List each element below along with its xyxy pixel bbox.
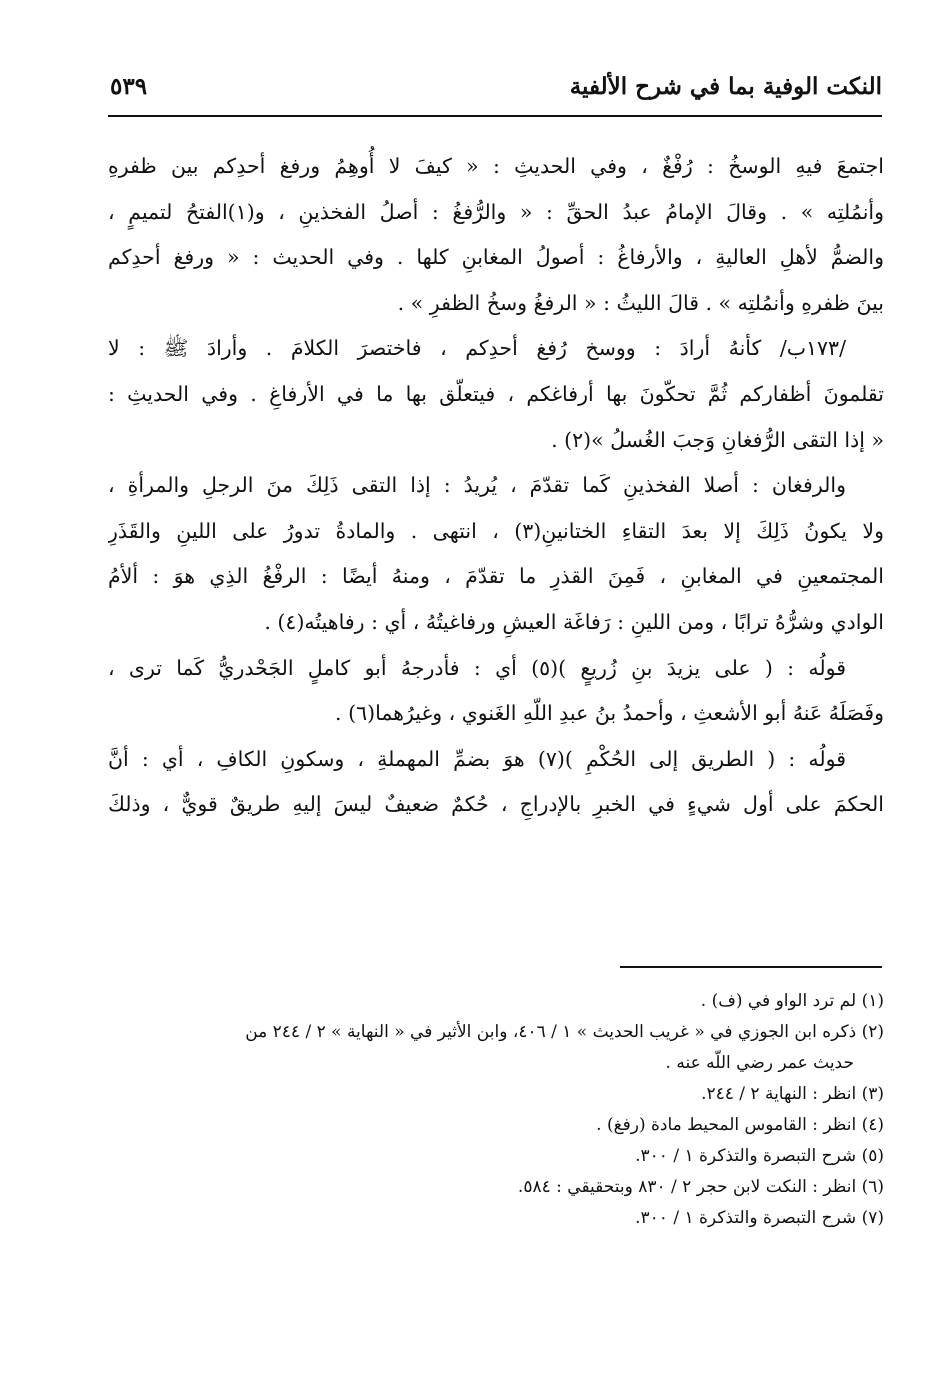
footnote-continuation: حديث عمر رضي اللّه عنه . xyxy=(665,1053,854,1073)
page-header xyxy=(110,66,882,106)
text-line: والضمُّ لأهلِ العاليةِ ، والأرفاغُ : أصولُ المغابنِ كلها . وفي الحديث : « ورفغ أحدِكم xyxy=(108,245,884,270)
footnote-rule xyxy=(620,966,882,968)
text-line: الحكمَ على أول شيءٍ في الخبرِ بالإدراجِ ، حُكمٌ ضعيفٌ ليسَ إليهِ طريقٌ قويٌّ ، وذلكَ xyxy=(108,792,884,817)
footnote: (٤) انظر : القاموس المحيط مادة (رفغ) . xyxy=(596,1115,884,1135)
footnote: (٦) انظر : النكت لابن حجر ٢ / ٨٣٠ وبتحقيقي : ٥٨٤. xyxy=(517,1177,884,1197)
running-title: النكت الوفية بما في شرح الألفية xyxy=(569,72,882,100)
footnote: (٢) ذكره ابن الجوزي في « غريب الحديث » ١ / ٤٠٦، وابن الأثير في « النهاية » ٢ / ٢٤٤ من xyxy=(245,1022,884,1042)
text-line: /١٧٣ب/ كأنهُ أرادَ : ووسخ رُفغ أحدِكم ، فاختصرَ الكلامَ . وأرادَ ﷺ : لا xyxy=(108,336,846,361)
footnotes xyxy=(108,986,884,1234)
text-line: بينَ ظفرهِ وأنمُلتِه » . قالَ الليثُ : « الرفغُ وسخُ الظفرِ » . xyxy=(397,290,884,315)
text-line: الوادي وشرُّهُ ترابًا ، ومن اللينِ : رَفاغَة العيشِ ورفاغيتُهُ ، أي : رفاهيتُه(٤) . xyxy=(264,609,884,634)
main-text xyxy=(108,144,884,828)
footnote: (٥) شرح التبصرة والتذكرة ١ / ٣٠٠. xyxy=(635,1146,884,1166)
footnote: (٧) شرح التبصرة والتذكرة ١ / ٣٠٠. xyxy=(635,1208,884,1228)
text-line: « إذا التقى الرُّفغانِ وَجبَ الغُسلُ »(٢) . xyxy=(551,427,884,452)
footnote: (٣) انظر : النهاية ٢ / ٢٤٤. xyxy=(701,1084,884,1104)
text-line: وفَصَلَهُ عَنهُ أبو الأشعثِ ، وأحمدُ بنُ عبدِ اللّهِ الغَنوي ، وغيرُهما(٦) . xyxy=(335,701,884,726)
text-line: ولا يكونُ ذَلِكَ إلا بعدَ التقاءِ الختانينِ(٣) ، انتهى . والمادةُ تدورُ على اللينِ والقَذَرِ xyxy=(108,518,884,543)
text-line: والرفغان : أصلا الفخذينِ كَما تقدّمَ ، يُريدُ : إذا التقى ذَلِكَ منَ الرجلِ والمرأةِ ، xyxy=(108,473,846,498)
header-rule xyxy=(108,115,882,117)
page-number: ٥٣٩ xyxy=(110,72,148,100)
text-line: قولُه : ( على يزيدَ بنِ زُريعٍ )(٥) أي : فأدرجهُ أبو كاملٍ الجَحْدريُّ كَما ترى ، xyxy=(108,655,846,680)
footnote: (١) لم ترد الواو في (ف) . xyxy=(700,991,884,1011)
text-line: اجتمعَ فيهِ الوسخُ : رُفْغٌ ، وفي الحديثِ : « كيفَ لا أُوهِمُ ورفغ أحدِكم بين ظفرهِ xyxy=(108,154,884,178)
text-line: المجتمعينِ في المغابنِ ، فَمِنَ القذرِ ما تقدّمَ ، ومنهُ أيضًا : الرفْغُ الذِي هوَ : ألأمُ xyxy=(108,564,884,589)
text-line: قولُه : ( الطريق إلى الحُكْمِ )(٧) هوَ بضمِّ المهملةِ ، وسكونِ الكافِ ، أي : أنَّ xyxy=(108,746,846,771)
text-line: وأنمُلتِه » . وقالَ الإمامُ عبدُ الحقِّ : « والرُّفغُ : أصلُ الفخذينِ ، و(١)الفتحُ لتميمٍ ، xyxy=(108,199,884,224)
text-line: تقلمونَ أظفاركم ثُمَّ تحكّونَ بها أرفاغكم ، فيتعلّق بها ما في الأرفاغِ . وفي الحديثِ : xyxy=(108,381,884,406)
